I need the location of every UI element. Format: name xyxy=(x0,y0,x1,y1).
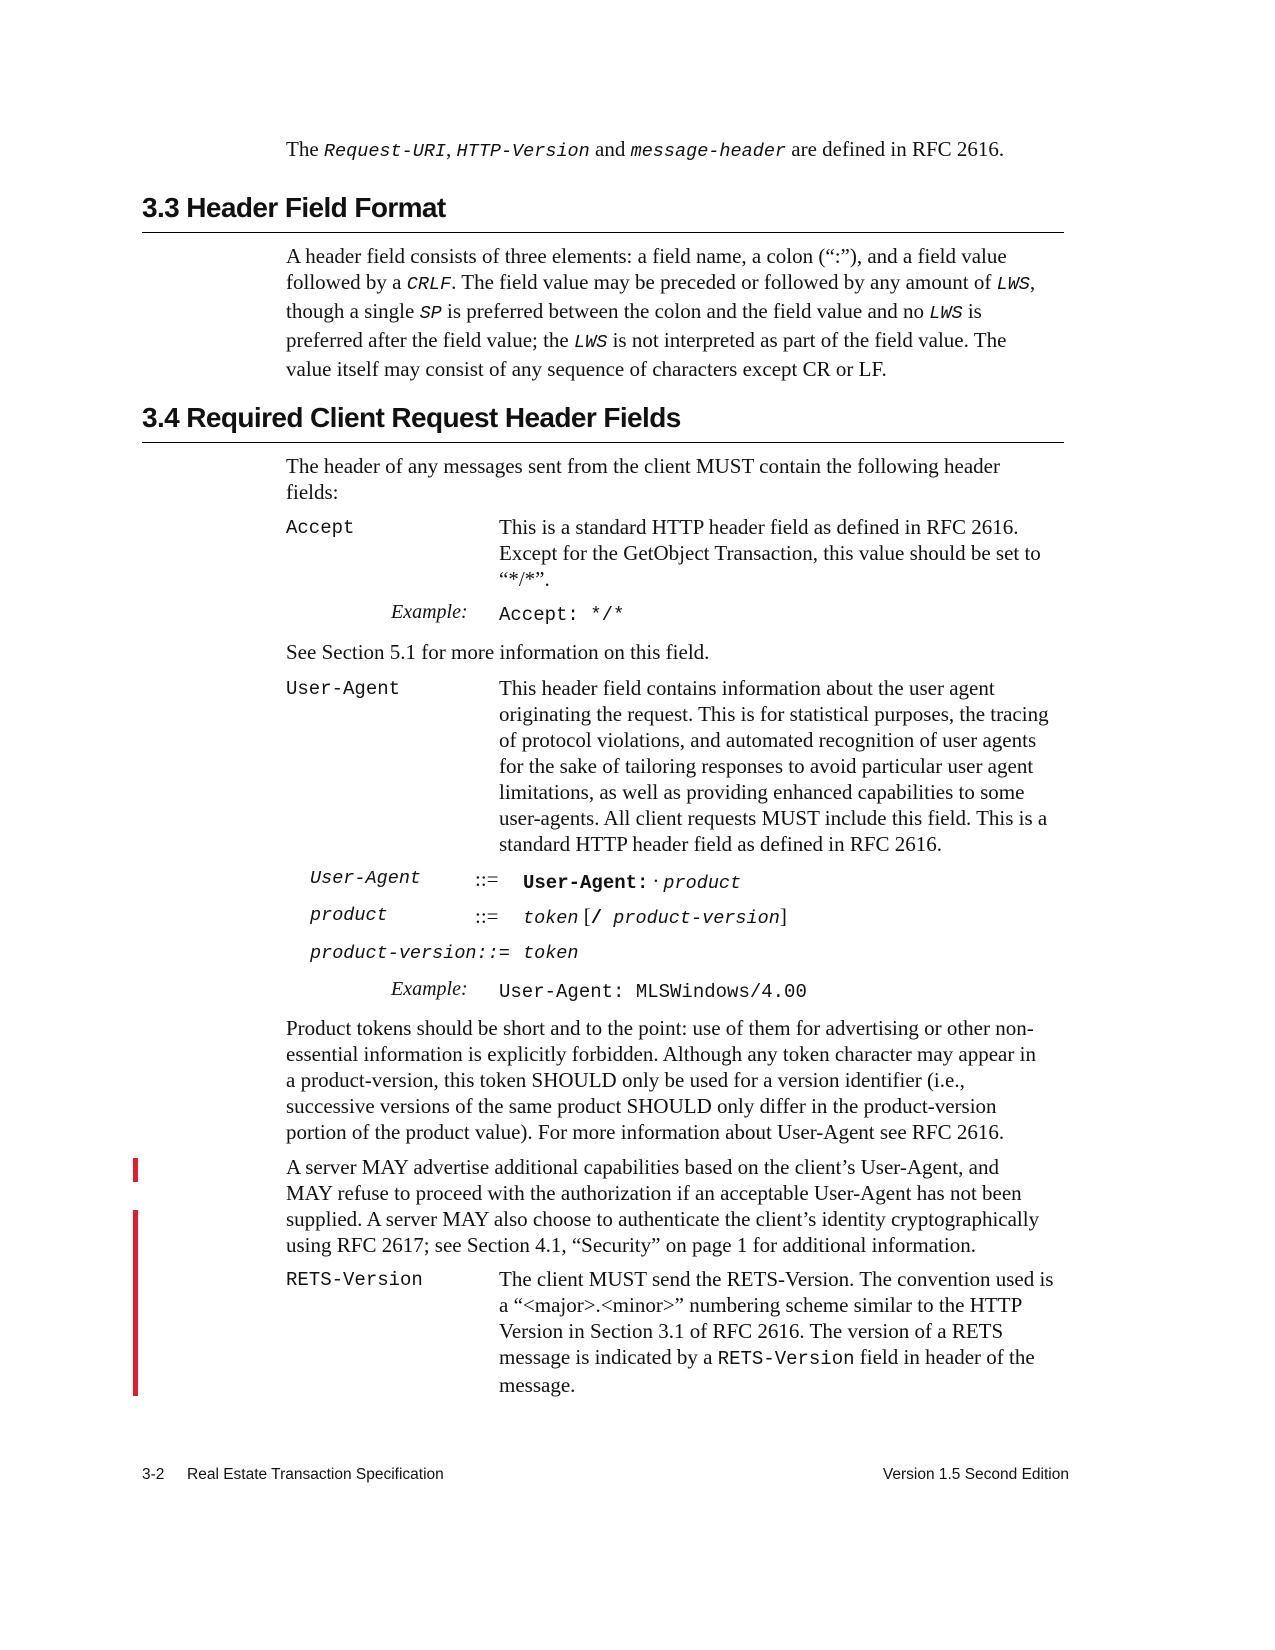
paragraph-line xyxy=(286,269,1076,298)
intro-line: The Request-URI, HTTP-Version and message-header are defined in RFC 2616. xyxy=(286,137,1005,162)
paragraph-line xyxy=(286,298,1076,327)
inline-code: CRLF xyxy=(406,274,452,295)
inline-text: preferred after the field value; the xyxy=(286,328,575,352)
inline-text: is preferred between the colon and the field value and no xyxy=(441,299,930,323)
inline-text: is xyxy=(962,299,982,323)
user-agent-example-value: User-Agent: MLSWindows/4.00 xyxy=(499,981,807,1003)
change-bar-2 xyxy=(133,1210,138,1396)
accept-example-label: Example: xyxy=(391,601,468,623)
grammar-user-agent-op: ::= xyxy=(475,867,499,891)
section-3-3-rule xyxy=(142,232,1064,233)
rets-version-description: The client MUST send the RETS-Version. The convention used is a “<major>.<minor>” numbering scheme similar to the HTTP Version in Section 3.1 of RFC 2616. The version of a RETS message is indicated by a RETS-Version field in header of the message. xyxy=(499,1267,1054,1397)
inline-code: LWS xyxy=(574,332,608,353)
inline-text: though a single xyxy=(286,299,420,323)
accept-example-value: Accept: */* xyxy=(499,604,625,626)
user-agent-description: This header field contains information about the user agent originating the request. This is for statistical purposes, the tracing of protocol violations, and automated recognition of user agents for the sake of tailoring responses to avoid particular user agent limitations, as well as providing enhanced capabilities to some user-agents. All client requests MUST include this field. This is a standard HTTP header field as defined in RFC 2616. xyxy=(499,676,1049,856)
grammar-product-op: ::= xyxy=(475,904,499,928)
section-3-4-heading: 3.4 Required Client Request Header Fields xyxy=(142,402,681,433)
section-3-3-heading: 3.3 Header Field Format xyxy=(142,192,446,223)
rets-version-term: RETS-Version xyxy=(286,1269,423,1291)
paragraph-line: A header field consists of three elements: a field name, a colon (“:”), and a field value xyxy=(286,244,1007,268)
inline-code: SP xyxy=(419,303,442,324)
inline-code: LWS xyxy=(929,303,963,324)
inline-text: , xyxy=(1029,270,1036,294)
change-bar-1 xyxy=(133,1158,138,1182)
section-3-4-intro: The header of any messages sent from the client MUST contain the following header fields: xyxy=(286,454,1000,504)
grammar-user-agent-rhs: User-Agent: · product xyxy=(523,869,742,894)
user-agent-term: User-Agent xyxy=(286,678,401,700)
inline-text: is not interpreted as part of the field value. The xyxy=(607,328,1007,352)
grammar-product-version-rhs: token xyxy=(523,943,579,964)
grammar-product-lhs: product xyxy=(310,905,388,926)
inline-code: LWS xyxy=(996,274,1030,295)
accept-term: Accept xyxy=(286,517,355,539)
paragraph-line: value itself may consist of any sequence of characters except CR or LF. xyxy=(286,357,887,381)
grammar-product-version-lhs: product-version::= xyxy=(310,943,510,964)
paragraph-line xyxy=(286,327,1076,356)
grammar-user-agent-lhs: User-Agent xyxy=(310,868,422,889)
footer-left xyxy=(142,1466,444,1484)
inline-text: . The field value may be preceded or followed by any amount of xyxy=(451,270,997,294)
footer-doc-title: Real Estate Transaction Specification xyxy=(187,1466,444,1483)
see-section-note: See Section 5.1 for more information on this field. xyxy=(286,640,710,664)
accept-description: This is a standard HTTP header field as defined in RFC 2616. Except for the GetObject Transaction, this value should be set to “*/*”. xyxy=(499,515,1041,591)
server-may-paragraph: A server MAY advertise additional capabilities based on the client’s User-Agent, and MAY refuse to proceed with the authorization if an acceptable User-Agent has not been supplied. A server MAY also choose to authenticate the client’s identity cryptographically using RFC 2617; see Section 4.1, “Security” on page 1 for additional information. xyxy=(286,1155,1040,1257)
footer-version: Version 1.5 Second Edition xyxy=(882,1466,1069,1483)
product-tokens-paragraph: Product tokens should be short and to the point: use of them for advertising or other non- essential information is explicitly forbidden. Although any token character may appear in a product-version, this token SHOULD only be used for a version identifier (i.e., successive versions of the same product SHOULD only differ in the product-version portion of the product value). For more information about User-Agent see RFC 2616. xyxy=(286,1016,1036,1144)
grammar-product-rhs: token [/ product-version] xyxy=(523,904,787,929)
inline-text: followed by a xyxy=(286,270,407,294)
user-agent-example-label: Example: xyxy=(391,978,468,1000)
footer-page-number: 3-2 xyxy=(142,1466,165,1483)
section-3-3-paragraph xyxy=(286,243,1076,382)
section-3-4-rule xyxy=(142,442,1064,443)
